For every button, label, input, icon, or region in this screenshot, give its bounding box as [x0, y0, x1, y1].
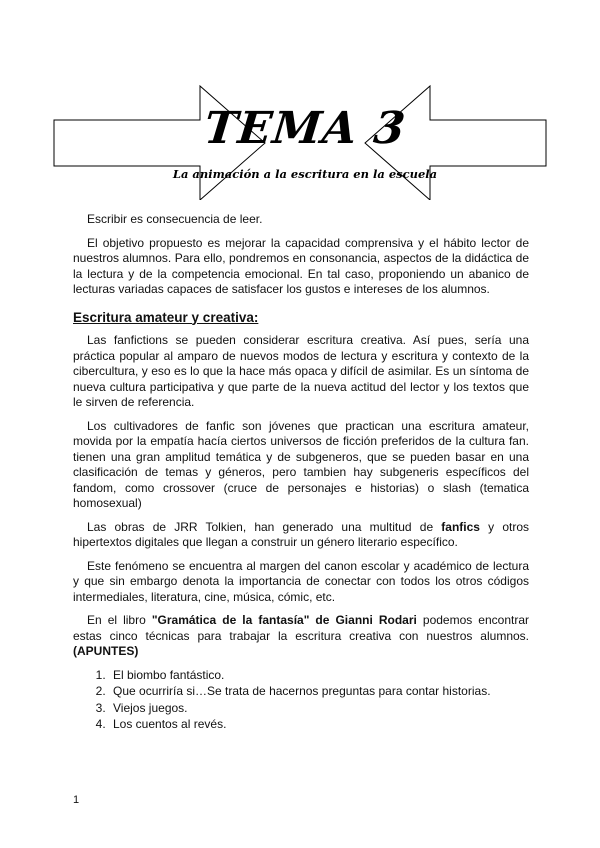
list-item: 1. El biombo fantástico. — [109, 668, 529, 684]
page-number: 1 — [73, 794, 80, 806]
paragraph: Escribir es consecuencia de leer. — [87, 212, 263, 226]
list-item: 3. Viejos juegos. — [109, 701, 529, 717]
paragraph: Los cultivadores de fanfic son jóvenes que practican una escritura amateur, movida por la empatía hacía ciertos universos de ficción preferidos de la cultura fan. tienen una gran amplitud temática y de subgeneros, que se pueden basar en una clasificación de temas y géneros, pero tambien hay subgeneris específicos del fandom, como crossover (cruce de personajes e historias) o slash (tematica homosexual) — [73, 418, 529, 510]
techniques-list — [73, 668, 529, 733]
book-reference: "Gramática de la fantasía" de Gianni Rodari — [151, 613, 417, 627]
document-body — [73, 212, 529, 734]
list-item: 4. Los cuentos al revés. — [109, 717, 529, 733]
paragraph: Las fanfictions se pueden considerar escritura creativa. Así pues, sería una práctica popular al amparo de nuevos modos de lectura y escritura y contexto de la cibercultura, y eso es lo que la hace más opaca y difícil de asimilar. Es un síntoma de nueva cultura participativa y que parte de la nueva actitud del lector y los textos que le sirven de referencia. — [73, 333, 529, 409]
paragraph — [73, 520, 529, 551]
text-run: podemos encontrar estas cinco técnicas para trabajar la escritura creativa con nuestros alumnos. — [73, 613, 529, 643]
page-title: TEMA 3 — [201, 103, 409, 154]
page-subtitle: La animación a la escritura en la escuela — [172, 167, 438, 181]
paragraph — [73, 613, 529, 660]
text-run: y otros hipertextos digitales que llegan a construir un género literario específico. — [73, 519, 529, 549]
bold-term: fanfics — [441, 519, 480, 534]
text-run: En el libro — [87, 613, 152, 627]
section-heading: Escritura amateur y creativa: — [73, 309, 259, 325]
paragraph: Este fenómeno se encuentra al margen del canon escolar y académico de lectura y que sin embargo denota la importancia de conectar con todos los otros códigos intermediales, literatura, cine, música, cómic, etc. — [73, 558, 529, 604]
paragraph: El objetivo propuesto es mejorar la capacidad comprensiva y el hábito lector de nuestros alumnos. Para ello, pondremos en consonancia, aspectos de la didáctica de la lectura y de la competencia emocional. En tal caso, proponiendo un abanico de lecturas variadas capaces de satisfacer los gustos e intereses de los alumnos. — [73, 235, 529, 296]
list-item: 2. Que ocurriría si…Se trata de hacernos preguntas para contar historias. — [109, 684, 529, 700]
text-run: Las obras de JRR Tolkien, han generado una multitud de — [87, 519, 442, 534]
notes-label: (APUNTES) — [73, 644, 139, 658]
